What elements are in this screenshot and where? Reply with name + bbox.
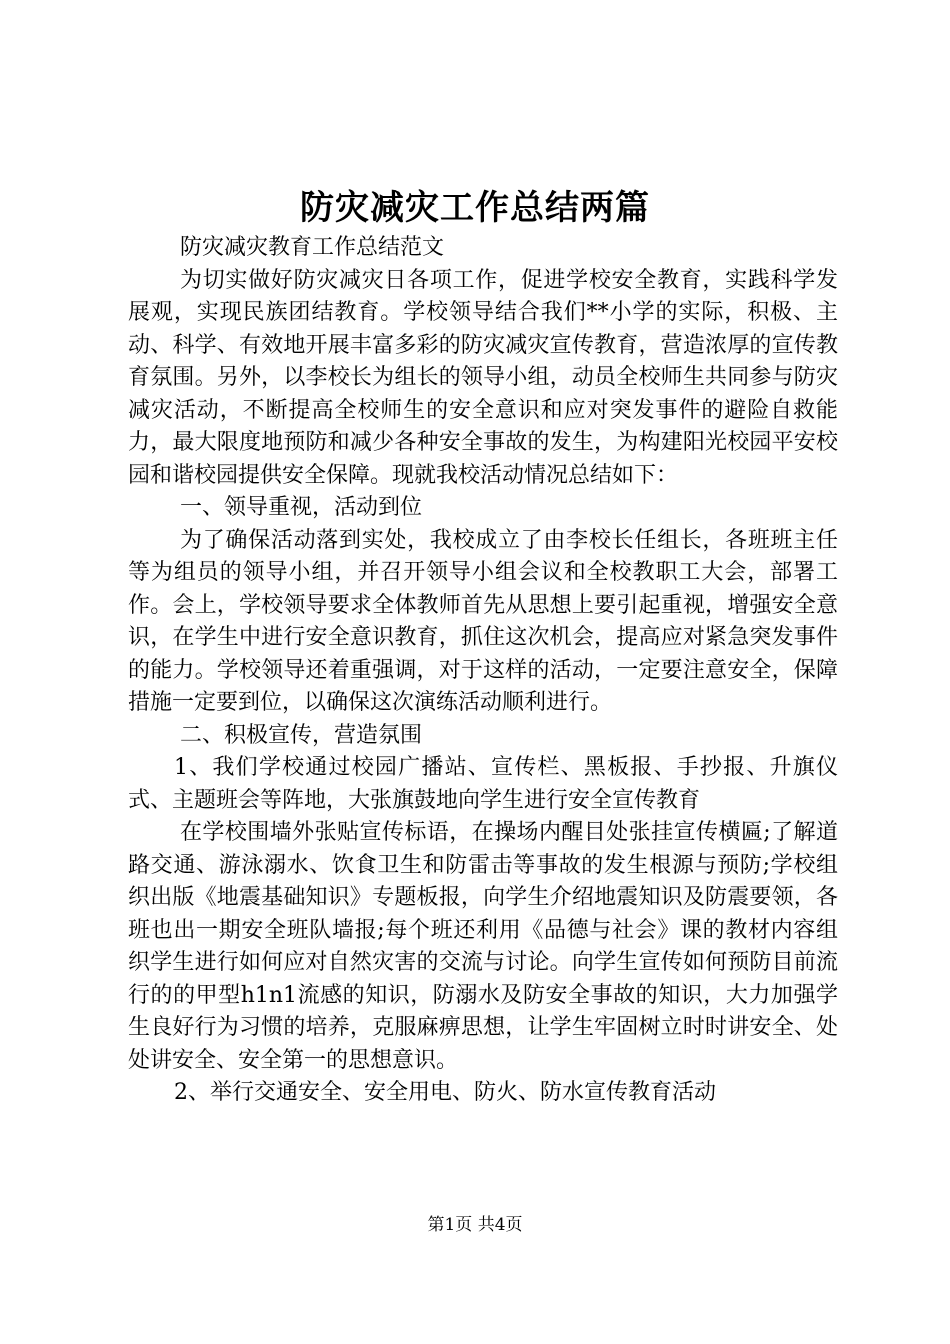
document-title: 防灾减灾工作总结两篇	[300, 188, 650, 228]
page-footer: 第1页 共4页	[427, 1215, 523, 1235]
section-2-paragraph: 在学校围墙外张贴宣传标语，在操场内醒目处张挂宣传横匾;了解道路交通、游泳溺水、饮食卫生和防雷击等事故的发生根源与预防;学校组织出版《地震基础知识》专题板报，向学生介绍地震知识及防震要领，各班也出一期安全班队墙报;每个班还利用《品德与社会》课的教材内容组织学生进行如何应对自然灾害的交流与讨论。向学生宣传如何预防目前流行的的甲型h1n1流感的知识，防溺水及防安全事故的知识，大力加强学生良好行为习惯的培养，克服麻痹思想，让学生牢固树立时时讲安全、处处讲安全、安全第一的思想意识。	[128, 820, 838, 1073]
section-heading-1: 一、领导重视，活动到位	[180, 495, 423, 520]
subtitle-paragraph: 防灾减灾教育工作总结范文	[180, 235, 445, 260]
section-2-item-2: 2、举行交通安全、安全用电、防火、防水宣传教育活动	[174, 1080, 716, 1105]
section-2-item-1: 1、我们学校通过校园广播站、宣传栏、黑板报、手抄报、升旗仪式、主题班会等阵地，大张旗鼓地向学生进行安全宣传教育	[128, 755, 838, 813]
section-heading-2: 二、积极宣传，营造氛围	[180, 722, 423, 748]
section-1-paragraph: 为了确保活动落到实处，我校成立了由李校长任组长，各班班主任等为组员的领导小组，并召开领导小组会议和全校教职工大会，部署工作。会上，学校领导要求全体教师首先从思想上要引起重视，增强安全意识，在学生中进行安全意识教育，抓住这次机会，提高应对紧急突发事件的能力。学校领导还着重强调，对于这样的活动，一定要注意安全，保障措施一定要到位，以确保这次演练活动顺利进行。	[128, 527, 838, 715]
intro-paragraph: 为切实做好防灾减灾日各项工作，促进学校安全教育，实践科学发展观，实现民族团结教育。学校领导结合我们**小学的实际，积极、主动、科学、有效地开展丰富多彩的防灾减灾宣传教育，营造浓厚的宣传教育氛围。另外，以李校长为组长的领导小组，动员全校师生共同参与防灾减灾活动，不断提高全校师生的安全意识和应对突发事件的避险自救能力，最大限度地预防和减少各种安全事故的发生，为构建阳光校园平安校园和谐校园提供安全保障。现就我校活动情况总结如下：	[128, 267, 838, 488]
document-body	[128, 232, 838, 1110]
